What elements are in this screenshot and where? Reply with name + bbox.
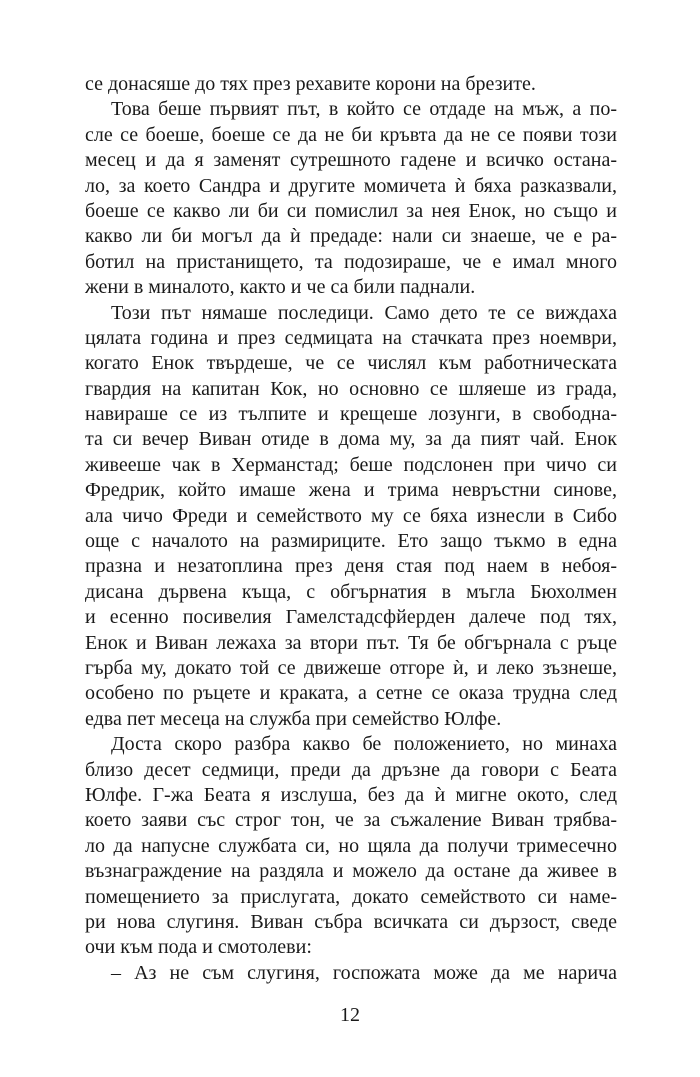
text-line: особено по ръцете и краката, а сетне се оказа трудна след xyxy=(85,682,617,705)
text-line: едва пет месеца на служба при семейство Юлфе. xyxy=(85,707,502,730)
text-line: помещението за прислугата, докато семейството си наме- xyxy=(85,885,617,908)
text-line: очи към пода и смотолеви: xyxy=(85,936,312,959)
text-line: гвардия на капитан Кок, но основно се шляеше из града, xyxy=(85,377,617,400)
text-line: какво ли би могъл да ѝ предаде: нали си знаеше, че е ра- xyxy=(85,225,617,248)
page-number: 12 xyxy=(340,1004,360,1026)
text-line: се донасяше до тях през рехавите корони на брезите. xyxy=(85,73,536,95)
text-line: и есенно посивелия Гамелстадсфйерден далече под тях, xyxy=(85,606,617,629)
text-line: Това беше първият път, в който се отдаде на мъж, а по- xyxy=(111,98,617,121)
text-line: – Аз не съм слугиня, госпожата може да ме нарича xyxy=(111,961,617,984)
text-line: ала чичо Фреди и семейството му се бяха изнесли в Сибо xyxy=(85,504,617,527)
text-line: навираше се из тълпите и крещеше лозунги, в свободна- xyxy=(85,403,617,426)
text-line: ботил на пристанището, та подозираше, че е имал много xyxy=(85,250,617,273)
text-line: още с началото на размириците. Ето защо тъкмо в една xyxy=(85,530,617,553)
text-line: близо десет седмици, преди да дръзне да говори с Беата xyxy=(85,758,617,781)
text-line: сле се боеше, боеше се да не би кръвта да не се появи този xyxy=(85,123,617,146)
text-line: дисана дървена къща, с обгърнатия в мъгла Бюхолмен xyxy=(85,580,617,603)
text-line: боеше се какво ли би си помислил за нея Енок, но също и xyxy=(85,199,617,222)
text-line: Фредрик, който имаше жена и трима невръстни синове, xyxy=(85,479,617,502)
text-line: Този път нямаше последици. Само дето те се виждаха xyxy=(111,301,617,324)
text-line: жени в миналото, както и че са били паднали. xyxy=(85,276,476,299)
page-text-block xyxy=(85,72,617,986)
text-line: когато Енок твърдеше, че се числял към работническата xyxy=(85,352,617,375)
text-line: месец и да я заменят сутрешното гадене и всичко остана- xyxy=(85,149,617,172)
text-line: ри нова слугиня. Виван събра всичката си дързост, сведе xyxy=(85,910,617,933)
text-line: което заяви със строг тон, че за съжаление Виван трябва- xyxy=(85,809,617,832)
text-line: живееше чак в Херманстад; беше подслонен при чичо си xyxy=(85,453,617,476)
text-line: Юлфе. Г-жа Беата я изслуша, без да ѝ мигне окото, след xyxy=(85,783,617,806)
text-line: гърба му, докато той се движеше отгоре ѝ, и леко зъзнеше, xyxy=(85,656,617,679)
text-line: ло, за което Сандра и другите момичета ѝ бяха разказвали, xyxy=(85,174,617,197)
text-line: Доста скоро разбра какво бе положението, но минаха xyxy=(111,733,617,756)
text-line: цялата година и през седмицата на стачката през ноември, xyxy=(85,326,617,349)
text-line: ло да напусне службата си, но щяла да получи тримесечно xyxy=(85,834,617,857)
text-line: Енок и Виван лежаха за втори път. Тя бе обгърнала с ръце xyxy=(85,631,617,654)
text-line: празна и незатоплина през деня стая под наем в небоя- xyxy=(85,555,617,578)
text-line: възнаграждение на раздяла и можело да остане да живее в xyxy=(85,860,617,883)
text-line: та си вечер Виван отиде в дома му, за да пият чай. Енок xyxy=(85,428,617,451)
